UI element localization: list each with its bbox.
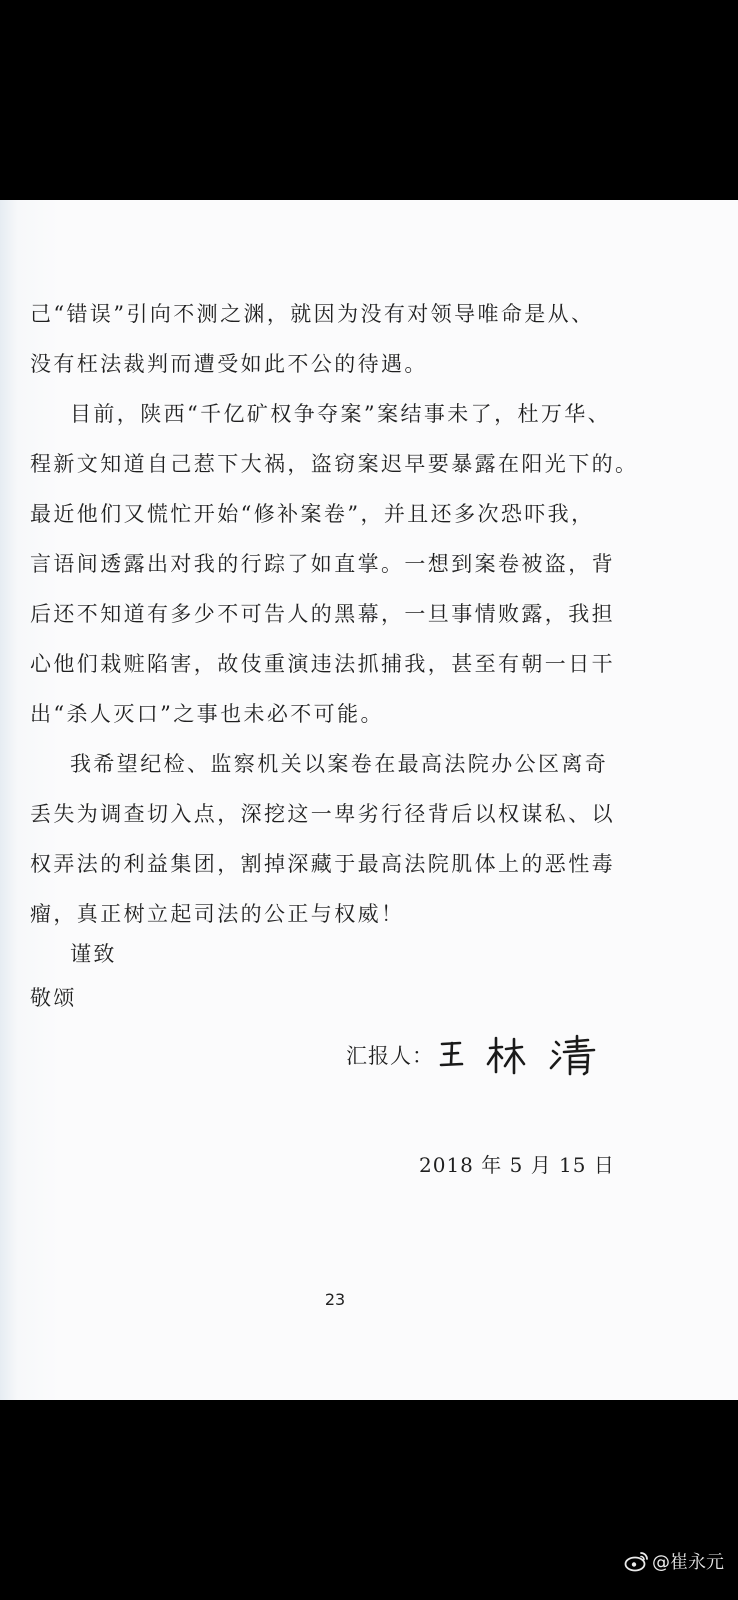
weibo-icon [624, 1550, 650, 1572]
text-line-1: 己“错误”引向不测之渊，就因为没有对领导唯命是从、 [30, 302, 595, 326]
reporter-label: 汇报人： [346, 1044, 434, 1068]
text-line-12: 权弄法的利益集团，割掉深藏于最高法院肌体上的恶性毒 [30, 852, 615, 876]
text-line-9: 出“杀人灭口”之事也未必不可能。 [30, 702, 384, 726]
watermark-text: @崔永元 [652, 1552, 724, 1573]
weibo-watermark [624, 1548, 724, 1574]
text-line-10: 我希望纪检、监察机关以案卷在最高法院办公区离奇 [70, 752, 609, 776]
document-page [0, 200, 738, 1400]
signature [438, 1034, 603, 1076]
page-number: 23 [324, 1290, 346, 1309]
closing-line-1: 谨致 [70, 942, 117, 966]
text-line-7: 后还不知道有多少不可告人的黑幕，一旦事情败露，我担 [30, 602, 615, 626]
text-line-2: 没有枉法裁判而遭受如此不公的待遇。 [30, 352, 428, 376]
text-line-11: 丢失为调查切入点，深挖这一卑劣行径背后以权谋私、以 [30, 802, 615, 826]
text-line-4: 程新文知道自己惹下大祸，盗窃案迟早要暴露在阳光下的。 [30, 452, 639, 476]
text-line-6: 言语间透露出对我的行踪了如直掌。一想到案卷被盗，背 [30, 552, 615, 576]
text-line-13: 瘤，真正树立起司法的公正与权威！ [30, 902, 405, 926]
reporter-block [346, 1034, 603, 1076]
report-date: 2018 年 5 月 15 日 [419, 1153, 615, 1177]
text-line-8: 心他们栽赃陷害，故伎重演违法抓捕我，甚至有朝一日干 [30, 652, 615, 676]
closing-line-2: 敬颂 [30, 986, 77, 1010]
text-line-5: 最近他们又慌忙开始“修补案卷”，并且还多次恐吓我， [30, 502, 595, 526]
text-line-3: 目前，陕西“千亿矿权争夺案”案结事未了，杜万华、 [70, 402, 612, 426]
